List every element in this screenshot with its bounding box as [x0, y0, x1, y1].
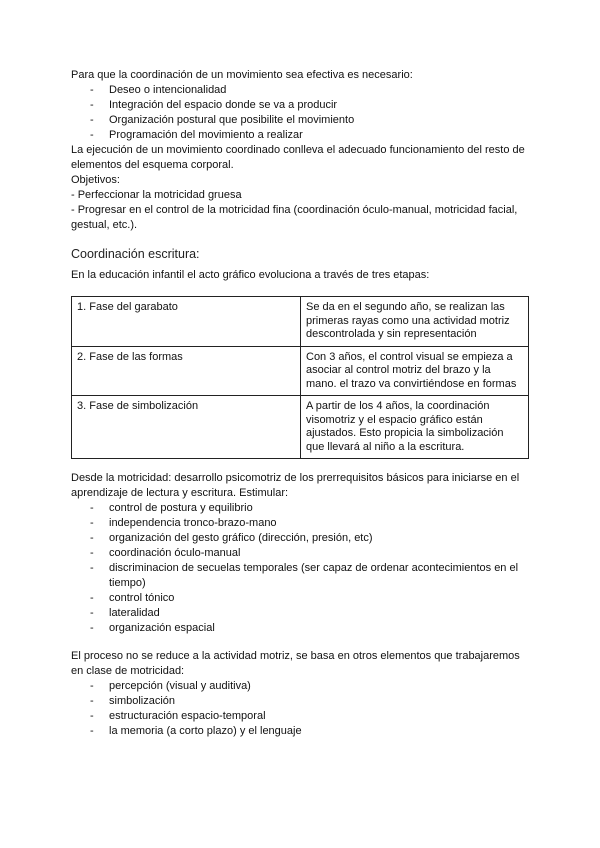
document-page — [71, 68, 531, 739]
list-item: - la memoria (a corto plazo) y el lenguaje — [71, 724, 531, 739]
list-item: - estructuración espacio-temporal — [71, 709, 531, 724]
objectives-label: Objetivos: — [71, 174, 120, 186]
list-item: - Deseo o intencionalidad — [71, 83, 531, 98]
stimulate-list — [71, 501, 531, 636]
table-cell-phase: 3. Fase de simbolización — [72, 396, 301, 459]
list-item: - control tónico — [71, 591, 531, 606]
intro-paragraph: La ejecución de un movimiento coordinado conlleva el adecuado funcionamiento del resto de elementos del esquema corporal. — [71, 144, 525, 171]
objective-item: - Perfeccionar la motricidad gruesa — [71, 189, 242, 201]
intro-lead: Para que la coordinación de un movimiento sea efectiva es necesario: — [71, 69, 413, 81]
list-item: - Programación del movimiento a realizar — [71, 128, 531, 143]
process-list — [71, 679, 531, 739]
list-item: - organización del gesto gráfico (dirección, presión, etc) — [71, 531, 531, 546]
list-item: - Organización postural que posibilite el movimiento — [71, 113, 531, 128]
table-cell-description: Se da en el segundo año, se realizan las primeras rayas como una actividad motriz descontrolada y sin representación — [301, 297, 529, 347]
spacer — [71, 459, 531, 471]
list-item: - percepción (visual y auditiva) — [71, 679, 531, 694]
motricity-lead: Desde la motricidad: desarrollo psicomotriz de los prerrequisitos básicos para iniciarse en el aprendizaje de lectura y escritura. Estimular: — [71, 472, 520, 499]
list-item: - independencia tronco-brazo-mano — [71, 516, 531, 531]
table-row — [72, 297, 529, 347]
table-cell-description: Con 3 años, el control visual se empieza a asociar al control motriz del brazo y la mano. el trazo va convirtiéndose en formas — [301, 346, 529, 396]
writing-lead: En la educación infantil el acto gráfico evoluciona a través de tres etapas: — [71, 269, 430, 281]
requirements-list — [71, 83, 531, 143]
list-item: - discriminacion de secuelas temporales (ser capaz de ordenar acontecimientos en el tiempo) — [71, 561, 531, 591]
list-item: - organización espacial — [71, 621, 531, 636]
table-row — [72, 346, 529, 396]
table-cell-phase: 2. Fase de las formas — [72, 346, 301, 396]
objective-item: - Progresar en el control de la motricidad fina (coordinación óculo-manual, motricidad facial, gestual, etc.). — [71, 204, 518, 231]
table-cell-phase: 1. Fase del garabato — [72, 297, 301, 347]
stages-table — [71, 296, 529, 459]
spacer — [71, 636, 531, 649]
list-item: - lateralidad — [71, 606, 531, 621]
list-item: - coordinación óculo-manual — [71, 546, 531, 561]
table-row — [72, 396, 529, 459]
list-item: - simbolización — [71, 694, 531, 709]
table-cell-description: A partir de los 4 años, la coordinación visomotriz y el espacio gráfico están ajustados. Esto propicia la simbolización que llevará al niño a la escritura. — [301, 396, 529, 459]
list-item: - control de postura y equilibrio — [71, 501, 531, 516]
list-item: - Integración del espacio donde se va a producir — [71, 98, 531, 113]
section-title: Coordinación escritura: — [71, 247, 200, 261]
process-lead: El proceso no se reduce a la actividad motriz, se basa en otros elementos que trabajaremos en clase de motricidad: — [71, 650, 520, 677]
